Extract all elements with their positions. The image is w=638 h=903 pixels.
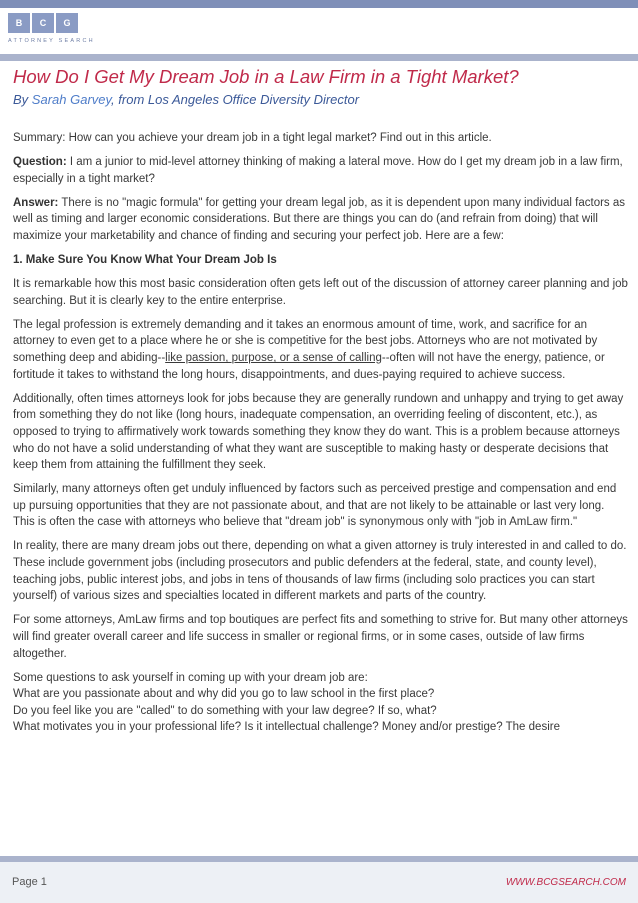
logo-letter-c: C [32, 13, 54, 33]
author-name: Sarah Garvey [31, 92, 112, 107]
page-number: Page 1 [12, 876, 47, 888]
article-byline [13, 92, 359, 107]
top-band [0, 0, 638, 8]
question-text: I am a junior to mid-level attorney thinking of making a lateral move. How do I get my dream job in a law firm, especially in a tight market? [13, 156, 623, 185]
paragraph-1: It is remarkable how this most basic consideration often gets left out of the discussion of attorney career planning and job searching. But it is clearly key to the entire enterprise. [13, 278, 628, 307]
site-link[interactable]: WWW.BCGSEARCH.COM [505, 877, 626, 888]
question-label: Question: [13, 156, 67, 169]
logo-subtitle: ATTORNEY SEARCH [8, 38, 95, 44]
bcg-logo[interactable] [8, 13, 98, 47]
paragraph-4: Similarly, many attorneys often get unduly influenced by factors such as perceived prestige and compensation and end up pursuing opportunities that they are not passionate about, and that are not likely to be attainable or last very long. This is often the case with attorneys who believe that "dream job" is synonymous only with "job in AmLaw firm." [13, 483, 617, 529]
answer [13, 195, 628, 245]
answer-text: There is no "magic formula" for getting your dream legal job, as it is dependent upon many individual factors as well as timing and larger economic considerations. But there are things you can do (and refrain from doing) that will maximize your marketability and chance of finding and securing your perfect job. Here are a few: [13, 196, 626, 242]
summary: Summary: How can you achieve your dream job in a tight legal market? Find out in this article. [13, 132, 492, 144]
questions-intro: Some questions to ask yourself in coming up with your dream job are: [13, 671, 368, 684]
passion-link[interactable]: like passion, purpose, or a sense of calling [165, 352, 382, 365]
answer-label: Answer: [13, 196, 59, 209]
question [13, 154, 628, 187]
article-title: How Do I Get My Dream Job in a Law Firm in a Tight Market? [13, 66, 519, 87]
questions-list [13, 670, 628, 736]
logo-letter-b: B [8, 13, 30, 33]
paragraph-3: Additionally, often times attorneys look for jobs because they are generally rundown and unhappy and trying to get away from something they do not like (long hours, inadequate compensation, an overriding feeling of discontent, etc.), as opposed to trying to affirmatively work towards something they know they do want. This is a problem because attorneys who do not have a solid understanding of what they want are susceptible to making hasty or desperate decisions that keep them from attaining the fulfillment they seek. [13, 392, 624, 472]
paragraph-6: For some attorneys, AmLaw firms and top boutiques are perfect fits and something to strive for. But many other attorneys will find greater overall career and life success in smaller or regional firms, or in some cases, outside of law firms altogether. [13, 614, 628, 660]
logo-letter-g: G [56, 13, 78, 33]
byline-suffix: , from Los Angeles Office Diversity Director [111, 92, 360, 107]
article-body [13, 130, 628, 744]
question-item-1: What are you passionate about and why did you go to law school in the first place? [13, 688, 435, 701]
section-heading-1: 1. Make Sure You Know What Your Dream Job Is [13, 254, 277, 267]
paragraph-2: The legal profession is extremely demanding and it takes an enormous amount of time, work, and sacrifice for an attorney to even get to a place where he or she is competitive for the best jobs. Attorneys who are not motivated by something deep and abiding--like passion, purpose, or a sense of calling--often will not have the energy, patience, or fortitude it takes to withstand the long hours, disappointments, and dues-paying required to achieve success. [13, 318, 605, 381]
question-item-3: What motivates you in your professional life? Is it intellectual challenge? Money and/or prestige? The desire [13, 721, 560, 734]
byline-prefix: By [13, 92, 32, 107]
header-band [0, 54, 638, 61]
paragraph-5: In reality, there are many dream jobs out there, depending on what a given attorney is truly interested in and called to do. These include government jobs (including prosecutors and public defenders at the federal, state, and county level), teaching jobs, public interest jobs, and jobs in tens of thousands of law firms (including solo practices you can start yourself) of various sizes and specialties located in different markets and parts of the country. [13, 540, 627, 603]
question-item-2: Do you feel like you are "called" to do something with your law degree? If so, what? [13, 704, 437, 717]
